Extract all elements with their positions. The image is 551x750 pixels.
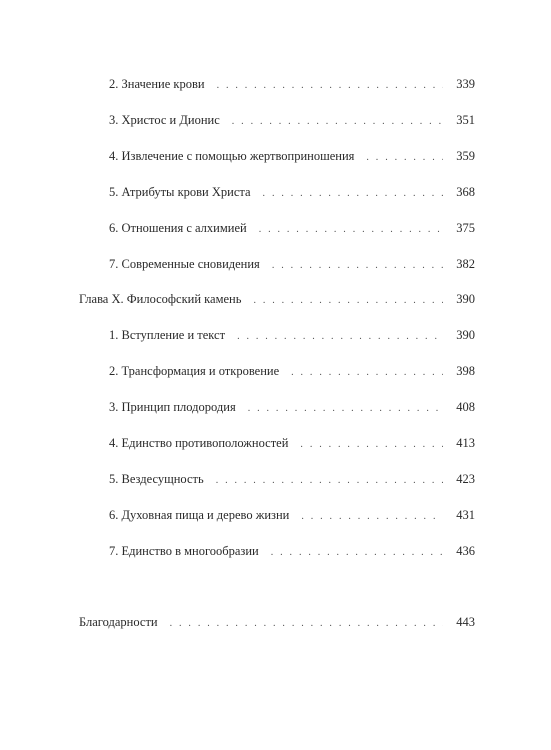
toc-entry-title: 7. Современные сновидения	[109, 257, 260, 271]
dot-leader	[237, 327, 443, 347]
dot-leader	[216, 471, 443, 491]
toc-entry-title: 7. Единство в многообразии	[109, 544, 259, 558]
dot-leader	[300, 435, 443, 455]
toc-entry	[109, 325, 475, 345]
toc-entry-page: 390	[456, 328, 475, 342]
dot-leader	[217, 76, 443, 96]
toc-entry-title: 2. Трансформация и откровение	[109, 364, 280, 378]
toc-entry	[109, 182, 475, 202]
toc-entry-page: 423	[456, 472, 475, 486]
toc-entry-title: 5. Атрибуты крови Христа	[109, 185, 251, 199]
toc-entry-page: 368	[456, 185, 475, 199]
toc-entry-title: 6. Отношения с алхимией	[109, 221, 247, 235]
dot-leader	[253, 291, 443, 311]
toc-entry-page: 436	[456, 544, 475, 558]
toc-entry	[109, 469, 475, 489]
toc-entry-page: 431	[456, 508, 475, 522]
toc-entry	[109, 397, 475, 417]
toc-entry-page: 443	[456, 615, 475, 629]
toc-entry	[109, 74, 475, 94]
dot-leader	[259, 220, 443, 240]
dot-leader	[170, 614, 443, 634]
toc-acknowledgements-entry	[79, 612, 475, 632]
toc-chapter-entry	[79, 289, 475, 309]
dot-leader	[301, 507, 443, 527]
toc-entry-page: 339	[456, 77, 475, 91]
dot-leader	[271, 543, 443, 563]
dot-leader	[263, 184, 443, 204]
toc-entry-page: 382	[456, 257, 475, 271]
dot-leader	[232, 112, 443, 132]
toc-entry-title: 3. Христос и Дионис	[109, 113, 220, 127]
toc-entry-page: 398	[456, 364, 475, 378]
toc-entry-title: 1. Вступление и текст	[109, 328, 226, 342]
toc-entry-page: 408	[456, 400, 475, 414]
toc-entry-page: 351	[456, 113, 475, 127]
toc-entry-page: 359	[456, 149, 475, 163]
toc-entry	[109, 110, 475, 130]
dot-leader	[272, 256, 443, 276]
toc-entry	[109, 254, 475, 274]
dot-leader	[291, 363, 443, 383]
dot-leader	[248, 399, 443, 419]
toc-entry-title: 4. Извлечение с помощью жертвоприношения	[109, 149, 355, 163]
toc-entry-title: 4. Единство противоположностей	[109, 436, 289, 450]
toc-entry	[109, 361, 475, 381]
toc-entry-title: Благодарности	[79, 615, 158, 629]
toc-entry-title: Глава X. Философский камень	[79, 292, 242, 306]
toc-entry-title: 5. Вездесущность	[109, 472, 204, 486]
dot-leader	[366, 148, 443, 168]
toc-entry-title: 2. Значение крови	[109, 77, 205, 91]
toc-entry-title: 3. Принцип плодородия	[109, 400, 236, 414]
toc-entry	[109, 541, 475, 561]
toc-entry	[109, 218, 475, 238]
toc-entry	[109, 505, 475, 525]
toc-entry	[109, 146, 475, 166]
toc-entry-page: 413	[456, 436, 475, 450]
toc-entry	[109, 433, 475, 453]
toc-entry-page: 375	[456, 221, 475, 235]
toc-entry-title: 6. Духовная пища и дерево жизни	[109, 508, 290, 522]
toc-entry-page: 390	[456, 292, 475, 306]
